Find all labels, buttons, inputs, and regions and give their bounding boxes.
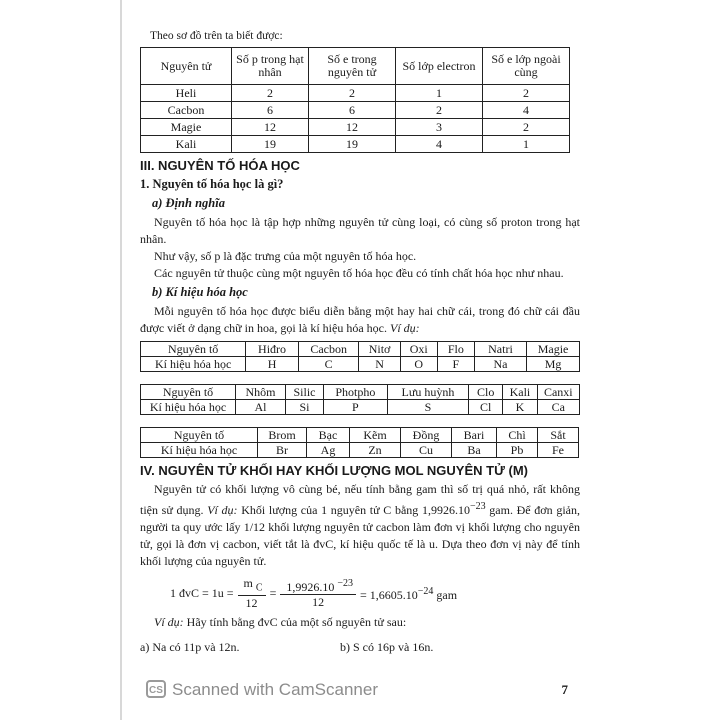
symbol-table-1	[140, 341, 580, 372]
element-name: Oxi	[400, 342, 437, 357]
row-label: Nguyên tố	[141, 428, 258, 443]
table-cell: 2	[396, 102, 483, 119]
symbol-name-row	[141, 385, 580, 400]
table-cell: 19	[309, 136, 396, 153]
element-name: Sắt	[538, 428, 579, 443]
element-symbol: K	[503, 400, 537, 415]
definition-note: Như vậy, số p là đặc trưng của một nguyên tố hóa học.	[154, 249, 417, 263]
element-symbol: O	[400, 357, 437, 372]
element-symbol: Ca	[537, 400, 579, 415]
table-cell: 2	[309, 85, 396, 102]
table-cell: 12	[309, 119, 396, 136]
row-label: Kí hiệu hóa học	[141, 443, 258, 458]
row-label: Kí hiệu hóa học	[141, 357, 246, 372]
exponent: −23	[469, 501, 486, 512]
element-symbol: Pb	[497, 443, 538, 458]
subscript: C	[255, 582, 263, 594]
example-item-b: b) S có 16p và 16n.	[340, 640, 434, 655]
table-cell: Cacbon	[141, 102, 232, 119]
row-label: Nguyên tố	[141, 342, 246, 357]
table-header-cell: Số lớp electron	[396, 48, 483, 85]
symbol-symbol-row	[141, 357, 580, 372]
table-cell: 3	[396, 119, 483, 136]
table-header-cell: Nguyên tử	[141, 48, 232, 85]
unit-text: gam	[433, 587, 458, 602]
exponent: −23	[337, 578, 353, 590]
atomic-mass-paragraph	[140, 481, 580, 570]
fraction-numerator	[238, 576, 266, 596]
element-name: Silic	[285, 385, 323, 400]
definition-title: a) Định nghĩa	[152, 196, 225, 210]
equals-sign: =	[269, 585, 277, 600]
element-name: Flo	[437, 342, 474, 357]
formula-lhs: 1 đvC = 1u =	[170, 585, 234, 600]
scanner-watermark: Scanned with CamScanner	[172, 680, 379, 699]
table-row	[141, 102, 570, 119]
intro-text: Theo sơ đồ trên ta biết được:	[150, 30, 283, 42]
definition-property: Các nguyên tử thuộc cùng một nguyên tố hóa học đều có tính chất hóa học như nhau.	[154, 266, 564, 280]
element-symbol: H	[246, 357, 299, 372]
example-label: Ví dụ:	[207, 503, 238, 517]
element-name: Kali	[503, 385, 537, 400]
result-text: = 1,6605.10	[359, 587, 418, 602]
paragraph-text: Khối lượng của 1 nguyên tử C bằng 1,9926.10	[237, 503, 470, 517]
element-symbol: Al	[236, 400, 286, 415]
formula	[170, 576, 580, 610]
table-header-cell: Số e trong nguyên tử	[309, 48, 396, 85]
row-label: Kí hiệu hóa học	[141, 400, 236, 415]
fraction-mc	[238, 576, 266, 610]
atom-structure-table	[140, 47, 570, 153]
example-item-a: a) Na có 11p và 12n.	[140, 640, 240, 655]
fraction-denominator: 12	[245, 596, 258, 611]
symbol-paragraph	[140, 303, 580, 337]
symbol-paragraph-text: Mỗi nguyên tố hóa học được biểu diễn bằng một hay hai chữ cái, trong đó chữ cái đầu được viết ở dạng chữ in hoa, gọi là kí hiệu hóa học.	[140, 304, 580, 335]
element-symbol: C	[298, 357, 359, 372]
element-name: Bari	[452, 428, 497, 443]
element-symbol: N	[359, 357, 400, 372]
example-paragraph	[140, 614, 580, 631]
element-name: Canxi	[537, 385, 579, 400]
symbol-symbol-row	[141, 443, 579, 458]
element-symbol: P	[324, 400, 388, 415]
fraction-denominator: 12	[312, 595, 325, 610]
element-name: Nitơ	[359, 342, 400, 357]
fraction-value	[280, 577, 356, 609]
element-symbol: Cu	[401, 443, 452, 458]
symbol-title: b) Kí hiệu hóa học	[152, 285, 248, 299]
table-cell: 4	[483, 102, 570, 119]
element-symbol: Mg	[527, 357, 580, 372]
table-cell: Kali	[141, 136, 232, 153]
numerator-text: 1,9926.10	[286, 580, 335, 595]
element-name: Kẽm	[350, 428, 401, 443]
table-cell: Heli	[141, 85, 232, 102]
element-name: Lưu huỳnh	[387, 385, 468, 400]
element-symbol: Si	[285, 400, 323, 415]
table-row	[141, 85, 570, 102]
subsection-1-title: 1. Nguyên tố hóa học là gì?	[140, 177, 284, 191]
example-label: Ví dụ:	[389, 321, 420, 335]
element-symbol: Ba	[452, 443, 497, 458]
table-cell: 1	[483, 136, 570, 153]
table-cell: 4	[396, 136, 483, 153]
element-name: Chì	[497, 428, 538, 443]
example-label: Ví dụ:	[154, 615, 184, 630]
table-cell: 2	[483, 85, 570, 102]
symbol-name-row	[141, 428, 579, 443]
section-4-title: IV. NGUYÊN TỬ KHỐI HAY KHỐI LƯỢNG MOL NGUYÊN TỬ (M)	[140, 463, 528, 478]
element-symbol: Cl	[469, 400, 503, 415]
paragraph-text: gam. Để đơn giản, người ta quy ước lấy 1/12 khối lượng nguyên tử cacbon làm đơn vị khối lượng cho nguyên tử, gọi là đơn vị cacbon, viết tắt là đvC, kí hiệu quốc tế là u. Dựa theo đơn vị này để tính khối lượng của nguyên tử.	[140, 503, 580, 568]
symbol-name-row	[141, 342, 580, 357]
table-cell: Magie	[141, 119, 232, 136]
element-symbol: Na	[474, 357, 526, 372]
formula-result	[360, 583, 457, 604]
paragraph-text: Nguyên tử có khối lượng vô cùng bé, nếu tính bằng gam thì số trị quá nhỏ, rất không tiện sử dụng.	[140, 482, 580, 517]
book-page	[120, 0, 598, 720]
row-label: Nguyên tố	[141, 385, 236, 400]
table-cell: 1	[396, 85, 483, 102]
table-row	[141, 119, 570, 136]
element-symbol: F	[437, 357, 474, 372]
table-header-cell: Số e lớp ngoài cùng	[483, 48, 570, 85]
example-text: Hãy tính bằng đvC của một số nguyên tử sau:	[183, 615, 407, 630]
table-cell: 2	[232, 85, 309, 102]
element-name: Đồng	[401, 428, 452, 443]
element-name: Clo	[469, 385, 503, 400]
symbol-table-3	[140, 427, 579, 458]
element-name: Cacbon	[298, 342, 359, 357]
table-row	[141, 136, 570, 153]
table-header-row	[141, 48, 570, 85]
table-cell: 19	[232, 136, 309, 153]
numerator-text: m	[243, 576, 253, 590]
camscanner-logo-icon: CS	[146, 680, 166, 698]
table-header-cell: Số p trong hạt nhân	[232, 48, 309, 85]
symbol-table-2	[140, 384, 580, 415]
fraction-numerator	[280, 577, 356, 595]
symbol-symbol-row	[141, 400, 580, 415]
element-symbol: Ag	[307, 443, 350, 458]
element-name: Hiđro	[246, 342, 299, 357]
section-3-title: III. NGUYÊN TỐ HÓA HỌC	[140, 158, 300, 173]
element-symbol: S	[387, 400, 468, 415]
definition-paragraph: Nguyên tố hóa học là tập hợp những nguyên tử cùng loại, có cùng số proton trong hạt nhân.	[140, 215, 580, 246]
element-name: Natri	[474, 342, 526, 357]
footer	[130, 680, 590, 700]
table-cell: 6	[232, 102, 309, 119]
table-cell: 6	[309, 102, 396, 119]
element-name: Nhôm	[236, 385, 286, 400]
page-content	[140, 28, 580, 656]
element-name: Bạc	[307, 428, 350, 443]
element-name: Brom	[258, 428, 307, 443]
element-symbol: Fe	[538, 443, 579, 458]
element-name: Photpho	[324, 385, 388, 400]
table-cell: 2	[483, 119, 570, 136]
exponent: −24	[417, 585, 434, 597]
element-symbol: Zn	[350, 443, 401, 458]
element-name: Magie	[527, 342, 580, 357]
example-items	[140, 639, 580, 656]
table-cell: 12	[232, 119, 309, 136]
element-symbol: Br	[258, 443, 307, 458]
page-number: 7	[561, 682, 568, 697]
